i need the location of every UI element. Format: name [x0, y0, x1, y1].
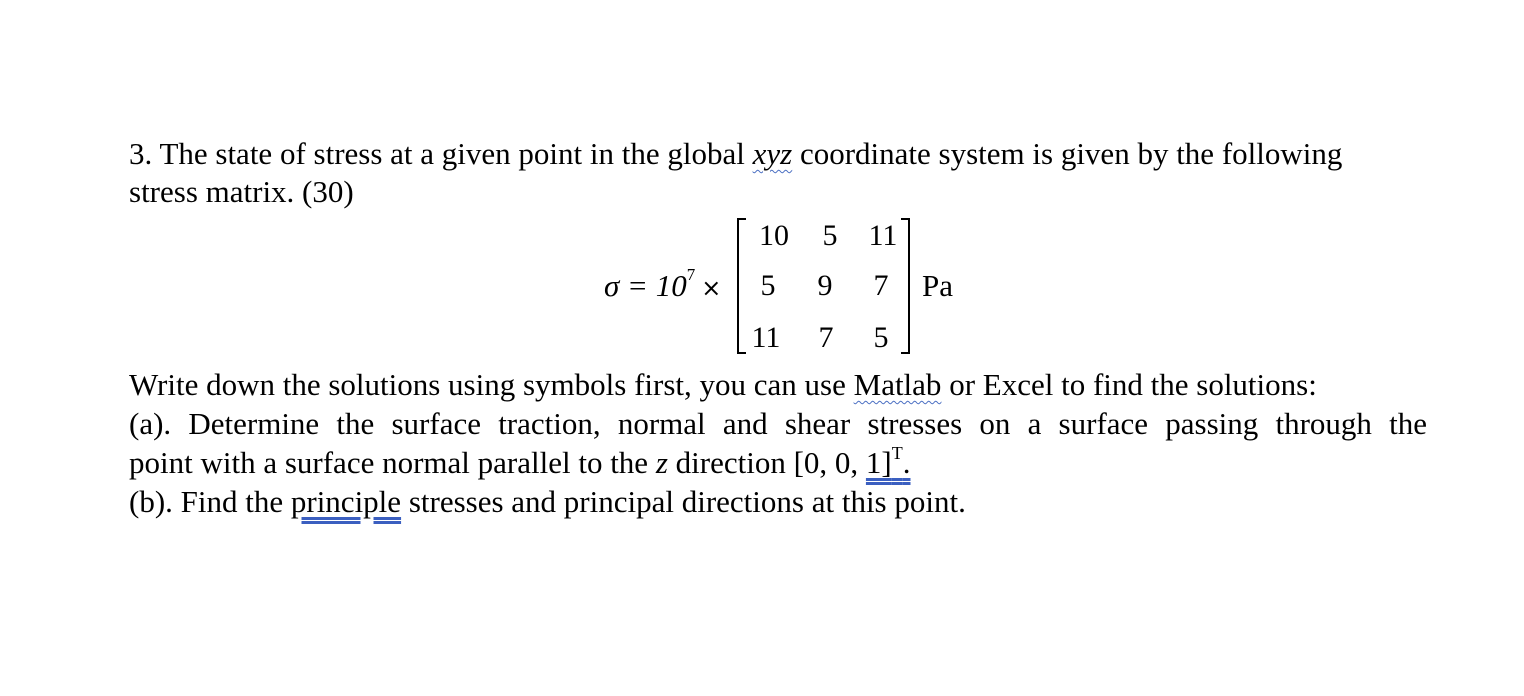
matrix-cell-r1c3: 11	[868, 219, 898, 252]
matlab-word: Matlab	[853, 367, 942, 402]
z-direction-label: z	[655, 445, 668, 480]
matrix-cell-r3c2: 7	[818, 321, 834, 354]
matrix-cell-r1c1: 10	[759, 219, 789, 252]
transpose-symbol: T	[891, 443, 903, 463]
problem-intro-text-end: coordinate system is given by the following	[792, 136, 1343, 171]
stress-matrix-points: stress matrix. (30)	[129, 174, 354, 209]
vector-end-text: 1]	[865, 445, 892, 480]
instruction-text: Write down the solutions using symbols first, you can use	[129, 367, 854, 402]
part-b-text-end: stresses and principal directions at this point.	[401, 484, 966, 519]
unit-label: Pa	[922, 268, 953, 303]
matrix-cell-r3c1: 11	[751, 321, 781, 354]
principle-word: principle	[290, 484, 402, 519]
instruction-text-end: or Excel to find the solutions:	[941, 367, 1317, 402]
equation-lhs	[604, 265, 722, 306]
matrix-cell-r2c1: 5	[760, 269, 776, 302]
part-b-line	[129, 484, 966, 520]
exponent: 7	[686, 265, 696, 284]
part-b-text: (b). Find the	[129, 484, 291, 519]
normal-vector-end	[866, 445, 911, 480]
matrix-cell-r1c2: 5	[822, 219, 838, 252]
sigma-lhs: σ = 10	[604, 268, 687, 303]
matrix-cell-r2c2: 9	[817, 269, 833, 302]
matrix-cell-r2c3: 7	[873, 269, 889, 302]
part-a-line-1: (a). Determine the surface traction, normal and shear stresses on a surface passing through the	[129, 406, 1427, 441]
times-symbol: ×	[701, 274, 722, 302]
part-a-period: .	[902, 445, 911, 480]
part-a-direction-text: direction [0, 0,	[667, 445, 866, 480]
matrix-cell-r3c3: 5	[873, 321, 889, 354]
problem-intro-text: 3. The state of stress at a given point in the global	[129, 136, 753, 171]
part-a-line-2	[129, 445, 911, 481]
xyz-coordinate-label: xyz	[752, 136, 793, 171]
problem-statement-line-2	[129, 174, 354, 210]
instruction-line	[129, 367, 1317, 403]
problem-statement-line-1	[129, 136, 1342, 172]
part-a-text: point with a surface normal parallel to the	[129, 445, 656, 480]
